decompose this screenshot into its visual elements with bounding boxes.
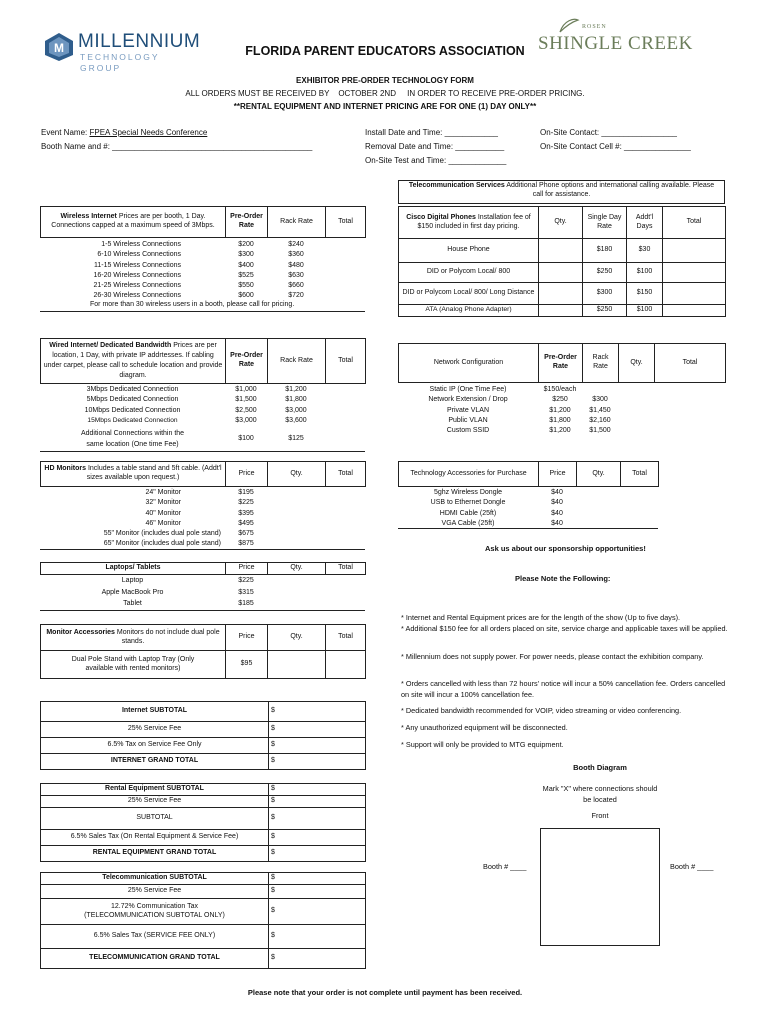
millennium-brand: MILLENNIUM [78, 31, 201, 52]
table-row [40, 416, 365, 426]
table-cell: $1,450 [589, 406, 611, 414]
table-cell: 32" Monitor [145, 499, 181, 507]
table-cell: $3,000 [235, 416, 257, 424]
table-cell [325, 416, 365, 426]
table-row [398, 426, 725, 436]
table-cell [267, 509, 325, 519]
table-cell: $720 [288, 292, 304, 300]
onsite-contact-cell-field[interactable]: On-Site Contact Cell #: _______________ [540, 142, 691, 151]
wireless-rows [40, 240, 365, 302]
monitors-rows [40, 488, 365, 550]
table-cell: USB to Ethernet Dongle [430, 499, 506, 507]
table-cell: Qty. [539, 207, 583, 239]
table-cell: Total [326, 462, 366, 487]
table-cell: 25% Service Fee [41, 885, 269, 899]
table-cell: Additional Connections within the same location (One time Fee) [80, 430, 185, 448]
shingle-creek-brand: SHINGLE CREEK [538, 33, 693, 54]
table-cell [325, 271, 365, 281]
table-cell: 10Mbps Dedicated Connection [84, 406, 181, 414]
table-cell: 46" Monitor [145, 519, 181, 527]
table-row [398, 498, 658, 508]
table-cell: 12.72% Communication Tax (TELECOMMUNICATION SUBTOTAL ONLY) [41, 899, 269, 925]
table-cell: $550 [238, 282, 254, 290]
table-row [399, 305, 726, 317]
telecom-tax-field[interactable]: $ [269, 899, 366, 925]
table-cell: $1,200 [285, 386, 307, 393]
table-cell [325, 395, 365, 405]
rosen-label: ROSEN [582, 24, 607, 30]
table-cell: 24" Monitor [145, 489, 181, 496]
shingle-creek-logo [536, 18, 736, 58]
table-cell: $125 [288, 434, 304, 442]
table-cell: 15Mbps Dedicated Connection [87, 416, 178, 424]
wireless-col-rack: Rack Rate [268, 207, 326, 238]
table-row [40, 519, 365, 529]
table-row [399, 239, 726, 263]
table-row [398, 406, 725, 416]
table-cell: $40 [551, 499, 563, 507]
rental-service-fee-field[interactable]: $ [269, 795, 366, 807]
table-cell [539, 283, 583, 305]
form-title: EXHIBITOR PRE-ORDER TECHNOLOGY FORM [296, 76, 474, 85]
table-cell: 26-30 Wireless Connections [93, 292, 181, 300]
booth-right-label[interactable]: Booth # ____ [670, 862, 714, 871]
table-cell [663, 263, 726, 283]
table-cell [325, 250, 365, 260]
table-cell [618, 406, 654, 416]
rental-totals [40, 783, 366, 862]
laptops-rows [40, 575, 365, 610]
table-cell: Rack Rate [268, 339, 326, 384]
table-cell: SUBTOTAL [41, 807, 269, 829]
table-cell: $2,500 [235, 406, 257, 414]
table-cell: $185 [238, 600, 254, 607]
table-cell: 1-5 Wireless Connections [101, 241, 181, 248]
table-cell: Laptop [121, 577, 144, 584]
wired-title: Wired Internet/ Dedicated Bandwidth Prices are per location, 1 Day, with private IP addrtesses. If cabling under carpet, please call to schedule location and provide diagram. [41, 339, 226, 384]
telecom-table [398, 206, 726, 317]
table-cell [618, 416, 654, 426]
telecom-grand-field[interactable]: $ [269, 949, 366, 969]
millennium-subtitle: TECHNOLOGY GROUP [80, 52, 160, 73]
table-row [40, 587, 365, 599]
millennium-logo [44, 30, 204, 73]
removal-date-field[interactable]: Removal Date and Time: ___________ [365, 142, 505, 151]
footer-note: Please note that your order is not complete until payment has been received. [247, 988, 523, 997]
table-cell: $225 [238, 577, 254, 584]
table-cell: $240 [288, 241, 304, 248]
note-7: * Support will only be provided to MTG equipment. [401, 740, 564, 749]
event-name-row [41, 128, 207, 138]
table-row [40, 281, 365, 291]
table-cell: $360 [288, 251, 304, 259]
rental-subtotal-field[interactable]: $ [269, 784, 366, 796]
table-row [398, 488, 658, 498]
table-cell: $300 [238, 251, 254, 259]
table-cell: Qty. [268, 462, 326, 487]
table-cell [663, 283, 726, 305]
booth-diagram-box[interactable] [540, 828, 660, 946]
deadline-date: OCTOBER 2ND [338, 89, 396, 98]
table-cell: $660 [288, 282, 304, 290]
sponsorship-note: Ask us about our sponsorship opportunities! [485, 544, 646, 553]
wireless-footnote: For more than 30 wireless users in a booth, please call for pricing. [90, 301, 295, 308]
table-cell [325, 575, 365, 587]
table-cell: Total [621, 462, 659, 487]
booth-left-label[interactable]: Booth # ____ [483, 862, 527, 871]
table-row [40, 271, 365, 281]
note-5: * Dedicated bandwidth recommended for VOIP, video streaming or video conferencing. [401, 706, 682, 715]
table-row [399, 263, 726, 283]
telecom-sales-tax-field[interactable]: $ [269, 925, 366, 949]
table-cell: Network Extension / Drop [428, 396, 508, 404]
event-name-label: Event Name: [41, 128, 90, 137]
wireless-title: Wireless Internet Prices are per booth, 1 Day. Connections capped at a maximum speed of 3Mbps. [41, 207, 226, 238]
table-cell [654, 426, 725, 436]
table-cell: 25% Service Fee [41, 795, 269, 807]
table-row [40, 488, 365, 498]
table-cell: Price [226, 563, 268, 575]
table-cell: $395 [238, 509, 254, 517]
table-cell: $1,200 [549, 427, 571, 435]
table-cell: 5Mbps Dedicated Connection [86, 396, 179, 404]
telecom-title: Cisco Digital Phones Installation fee of $150 included in first day pricing. [399, 207, 539, 239]
table-cell: Total [655, 344, 726, 383]
monitors-title: HD Monitors Includes a table stand and 5ft cable. (Addt'l sizes available upon request.) [41, 462, 226, 487]
note-6: * Any unauthorized equipment will be disconnected. [401, 723, 568, 732]
internet-grand-field[interactable]: $ [269, 754, 366, 770]
table-cell [267, 575, 325, 587]
table-cell: TELECOMMUNICATION GRAND TOTAL [41, 949, 269, 969]
table-cell [576, 498, 620, 508]
deadline-part-a: ALL ORDERS MUST BE RECEIVED BY [185, 89, 330, 98]
table-cell [618, 395, 654, 405]
table-cell: Price [226, 462, 268, 487]
note-2: * Additional $150 fee for all orders placed on site, service charge and applicable taxes will be applied. [401, 624, 728, 633]
table-cell: $250 [552, 396, 568, 404]
table-cell: Total [663, 207, 726, 239]
table-cell: Laptops/ Tablets [41, 563, 226, 575]
table-row [399, 283, 726, 305]
table-cell: 3Mbps Dedicated Connection [86, 386, 179, 393]
table-cell: Static IP (One Time Fee) [429, 386, 507, 393]
table-row [40, 250, 365, 260]
table-cell: 25% Service Fee [41, 722, 269, 738]
table-cell: 6.5% Sales Tax (On Rental Equipment & Service Fee) [41, 829, 269, 845]
table-cell [325, 240, 365, 250]
booth-instruction: Mark "X" where connections should be located [542, 784, 658, 804]
table-cell [654, 385, 725, 395]
table-cell [325, 281, 365, 291]
rental-tax-field[interactable]: $ [269, 829, 366, 845]
table-cell: Single Day Rate [583, 207, 627, 239]
internet-service-fee-field[interactable]: $ [269, 722, 366, 738]
table-row [40, 395, 365, 405]
table-row [398, 395, 725, 405]
please-note-heading: Please Note the Following: [515, 574, 611, 583]
table-cell [663, 239, 726, 263]
wired-additional-row [40, 427, 365, 451]
table-cell: Qty. [268, 563, 326, 575]
table-row [398, 416, 725, 426]
table-cell: Price [539, 462, 577, 487]
booth-diagram-title: Booth Diagram [573, 763, 627, 772]
table-cell [539, 263, 583, 283]
table-cell: $480 [288, 261, 304, 269]
table-cell: Tablet [123, 600, 142, 607]
table-row [40, 598, 365, 610]
table-cell: $40 [551, 509, 563, 517]
table-cell: Price [226, 625, 268, 651]
table-cell: $150/each [543, 386, 577, 393]
table-cell: House Phone [399, 239, 539, 263]
table-cell: Technology Accessories for Purchase [399, 462, 539, 487]
table-cell: Internet SUBTOTAL [41, 702, 269, 722]
mon-acc-table [40, 624, 366, 679]
table-cell [267, 529, 325, 539]
table-cell: 65" Monitor (includes dual pole stand) [103, 540, 221, 548]
table-cell [663, 305, 726, 317]
table-cell: $3,000 [285, 406, 307, 414]
table-cell: Addt'l Days [627, 207, 663, 239]
table-cell: Public VLAN [448, 416, 488, 424]
table-cell [576, 509, 620, 519]
note-3: * Millennium does not supply power. For power needs, please contact the exhibition company. [401, 652, 704, 661]
table-cell: $100 [627, 305, 663, 317]
table-cell: $40 [551, 519, 563, 527]
table-cell: $180 [583, 239, 627, 263]
table-cell [539, 305, 583, 317]
booth-name-field[interactable]: Booth Name and #: _____________________________________________ [41, 142, 313, 151]
one-day-notice: **RENTAL EQUIPMENT AND INTERNET PRICING ARE FOR ONE (1) DAY ONLY** [233, 102, 537, 111]
table-cell: 6.5% Sales Tax (SERVICE FEE ONLY) [41, 925, 269, 949]
millennium-logo-icon [44, 32, 74, 62]
network-header-table [398, 343, 726, 383]
table-cell: $195 [238, 489, 254, 496]
table-cell: $225 [238, 499, 254, 507]
table-cell [267, 587, 325, 599]
wireless-col-rate: Pre-Order Rate [226, 207, 268, 238]
table-cell [654, 395, 725, 405]
table-cell: DID or Polycom Local/ 800/ Long Distance [399, 283, 539, 305]
table-cell: $2,160 [589, 416, 611, 424]
deadline-line [100, 89, 670, 99]
table-cell: VGA Cable (25ft) [441, 519, 495, 527]
table-cell [620, 488, 658, 498]
internet-totals [40, 701, 366, 770]
table-cell: $40 [551, 489, 563, 496]
table-row [40, 406, 365, 416]
table-cell: ATA (Analog Phone Adapter) [399, 305, 539, 317]
table-cell: $100 [238, 434, 254, 442]
event-name-value[interactable]: FPEA Special Needs Conference [89, 128, 208, 137]
table-cell: 11-15 Wireless Connections [93, 261, 181, 269]
table-cell [325, 291, 365, 301]
rental-sub-field[interactable]: $ [269, 807, 366, 829]
table-cell: INTERNET GRAND TOTAL [41, 754, 269, 770]
table-cell: 6-10 Wireless Connections [97, 251, 181, 259]
table-cell: Rental Equipment SUBTOTAL [41, 784, 269, 796]
table-cell [618, 426, 654, 436]
table-cell: $3,600 [285, 416, 307, 424]
table-cell [267, 488, 325, 498]
table-cell: Rack Rate [583, 344, 619, 383]
table-cell: Dual Pole Stand with Laptop Tray (Only available with rented monitors) [41, 651, 226, 679]
table-row [40, 385, 365, 395]
table-cell [325, 385, 365, 395]
table-cell [325, 261, 365, 271]
table-cell: Qty. [619, 344, 655, 383]
table-cell: $1,800 [549, 416, 571, 424]
table-cell: $300 [592, 396, 608, 404]
accessories-bottom-rule [398, 528, 658, 529]
note-4: * Orders cancelled with less than 72 hours' notice will incur a 50% cancellation fee. Orders cancelled on site will incur a 100% cancellation fee. [401, 679, 726, 699]
table-cell [267, 519, 325, 529]
table-cell: Qty. [268, 625, 326, 651]
table-cell: $95 [226, 651, 268, 679]
table-row [40, 575, 365, 587]
table-cell: $300 [583, 283, 627, 305]
note-1: * Internet and Rental Equipment prices are for the length of the show (Up to five days). [401, 613, 681, 622]
wireless-bottom-rule [40, 311, 365, 312]
table-cell: HDMI Cable (25ft) [439, 509, 497, 517]
table-cell [326, 651, 366, 679]
internet-subtotal-field[interactable]: $ [269, 702, 366, 722]
table-cell: Apple MacBook Pro [101, 588, 164, 596]
svg-text:M: M [54, 41, 64, 55]
table-cell [576, 488, 620, 498]
rental-grand-field[interactable]: $ [269, 845, 366, 861]
deadline-part-c: IN ORDER TO RECEIVE PRE-ORDER PRICING. [407, 89, 585, 98]
wireless-col-total: Total [326, 207, 366, 238]
telecom-banner: Telecommunication Services Additional Phone options and international calling available. Please call for assistance. [398, 180, 725, 204]
table-cell: $600 [238, 292, 254, 300]
monitors-bottom-rule [40, 549, 365, 550]
table-cell: $675 [238, 530, 254, 538]
table-cell: Telecommunication SUBTOTAL [41, 873, 269, 885]
table-row [40, 240, 365, 250]
table-cell [325, 519, 365, 529]
table-cell: 5ghz Wireless Dongle [433, 489, 503, 496]
table-cell [582, 385, 618, 395]
telecom-service-fee-field[interactable]: $ [269, 885, 366, 899]
table-cell: Pre-Order Rate [226, 339, 268, 384]
table-cell: $525 [238, 271, 254, 279]
table-cell [620, 509, 658, 519]
table-cell [267, 598, 325, 610]
table-cell: DID or Polycom Local/ 800 [399, 263, 539, 283]
table-cell: $30 [627, 239, 663, 263]
table-cell: $200 [238, 241, 254, 248]
telecom-subtotal-field[interactable]: $ [269, 873, 366, 885]
table-cell [325, 427, 365, 451]
table-cell: 55" Monitor (includes dual pole stand) [103, 530, 221, 538]
org-title: FLORIDA PARENT EDUCATORS ASSOCIATION [245, 44, 525, 58]
table-cell: $875 [238, 540, 254, 548]
table-cell: Total [326, 339, 366, 384]
accessories-header-table [398, 461, 659, 487]
test-date-field[interactable]: On-Site Test and Time: _____________ [365, 156, 507, 165]
install-date-field[interactable]: Install Date and Time: ____________ [365, 128, 498, 137]
table-cell: 21-25 Wireless Connections [93, 282, 181, 290]
table-cell: 40" Monitor [145, 509, 181, 517]
table-cell: $150 [627, 283, 663, 305]
table-cell: $630 [288, 271, 304, 279]
booth-front-label: Front [591, 811, 609, 820]
table-cell [618, 385, 654, 395]
wired-bottom-rule [40, 451, 365, 452]
wired-rows [40, 385, 365, 426]
wireless-header-table [40, 206, 366, 238]
laptops-header-table [40, 562, 366, 575]
table-row [40, 427, 365, 451]
table-row [40, 529, 365, 539]
table-cell [325, 509, 365, 519]
table-row [40, 498, 365, 508]
table-cell [654, 416, 725, 426]
table-row [398, 385, 725, 395]
mon-acc-title: Monitor Accessories Monitors do not include dual pole stands. [41, 625, 226, 651]
table-cell [325, 498, 365, 508]
table-cell [325, 488, 365, 498]
table-cell: $495 [238, 519, 254, 527]
table-cell [620, 498, 658, 508]
table-cell [268, 651, 326, 679]
table-cell [325, 406, 365, 416]
table-row [40, 509, 365, 519]
table-cell: $400 [238, 261, 254, 269]
table-cell [267, 498, 325, 508]
laptops-bottom-rule [40, 610, 365, 611]
table-row [41, 651, 366, 679]
table-cell [654, 406, 725, 416]
table-cell: RENTAL EQUIPMENT GRAND TOTAL [41, 845, 269, 861]
table-cell: Private VLAN [446, 406, 490, 414]
table-cell: Total [326, 625, 366, 651]
table-cell: $100 [627, 263, 663, 283]
table-cell: $315 [238, 588, 254, 596]
table-row [398, 509, 658, 519]
table-cell: 16-20 Wireless Connections [93, 271, 181, 279]
telecom-totals [40, 872, 366, 969]
table-cell: 6.5% Tax on Service Fee Only [41, 738, 269, 754]
table-cell: $1,500 [235, 396, 257, 404]
onsite-contact-field[interactable]: On-Site Contact: _________________ [540, 128, 677, 137]
table-cell: $1,800 [285, 396, 307, 404]
wired-header-table [40, 338, 366, 384]
network-rows [398, 385, 725, 436]
monitors-header-table [40, 461, 366, 487]
table-cell [539, 239, 583, 263]
table-cell: Total [326, 563, 366, 575]
table-cell: $1,500 [589, 427, 611, 435]
table-cell: Network Configuration [399, 344, 539, 383]
table-cell: Qty. [577, 462, 621, 487]
table-cell [325, 529, 365, 539]
table-cell: $250 [583, 263, 627, 283]
accessories-rows [398, 488, 658, 529]
table-cell: $250 [583, 305, 627, 317]
table-cell: Custom SSID [446, 427, 490, 435]
table-cell [325, 598, 365, 610]
table-row [40, 261, 365, 271]
table-cell: $1,200 [549, 406, 571, 414]
table-cell [325, 587, 365, 599]
table-cell: Pre-Order Rate [539, 344, 583, 383]
table-cell: $1,000 [235, 386, 257, 393]
internet-tax-field[interactable]: $ [269, 738, 366, 754]
